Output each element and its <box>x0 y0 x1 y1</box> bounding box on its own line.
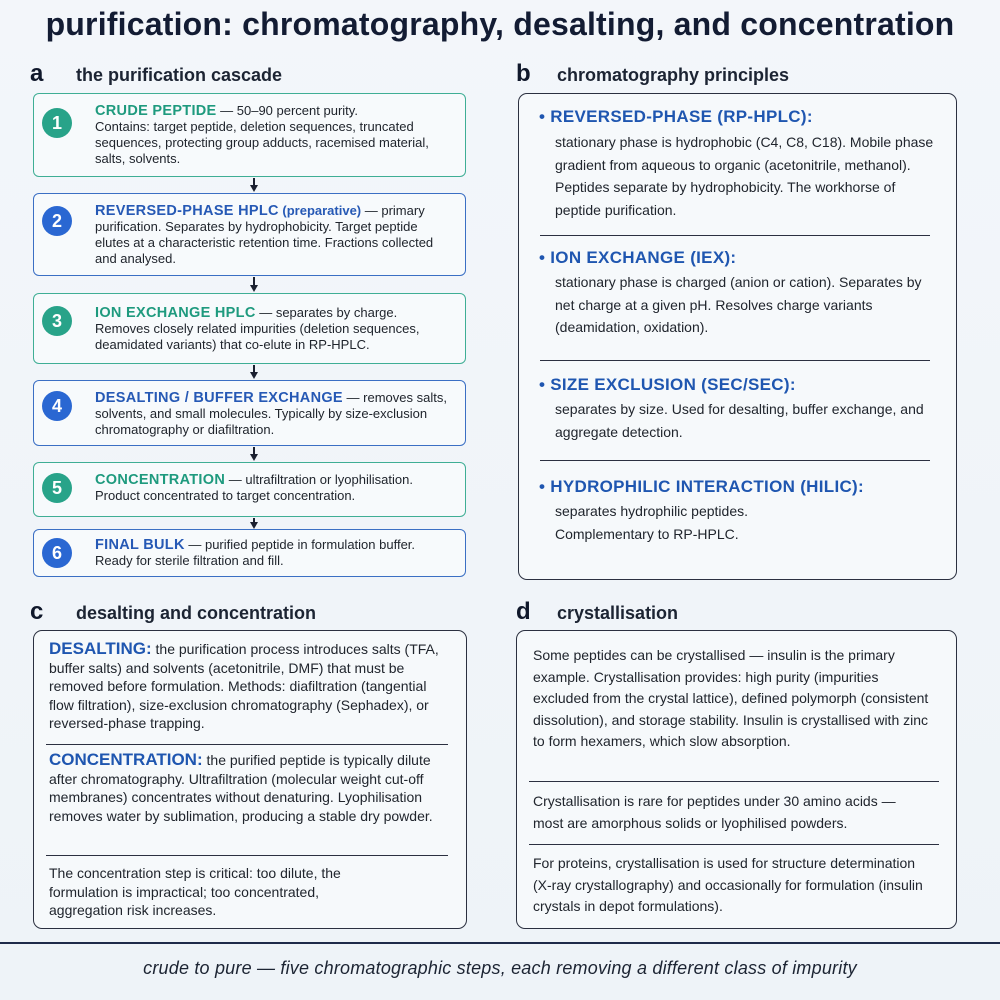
step-5-box <box>33 462 466 517</box>
panel-a-title: the purification cascade <box>76 65 283 85</box>
section-divider <box>46 744 448 745</box>
step-6-box <box>33 529 466 577</box>
section-divider <box>529 781 939 782</box>
desalting-heading: DESALTING: <box>49 639 152 658</box>
panel-b-letter: b <box>516 60 531 87</box>
step-number-badge: 4 <box>42 391 72 421</box>
footer-caption: crude to pure — five chromatographic steps, each removing a different class of impurity <box>143 958 857 978</box>
flow-arrow <box>250 454 258 461</box>
section-body: stationary phase is charged (anion or cation). Separates by net charge at a given pH. Resolves charge variants (deamidation, oxidation). <box>555 274 922 335</box>
desalting-concentration-box <box>33 630 467 929</box>
panel-c-title: desalting and concentration <box>76 603 317 623</box>
step-1-box <box>33 93 466 177</box>
flow-arrow <box>250 522 258 529</box>
section-divider <box>46 855 448 856</box>
step-summary: — ultrafiltration or lyophilisation. Product concentrated to target concentration. <box>95 472 413 503</box>
step-summary: — 50–90 percent purity. <box>216 103 358 118</box>
section-heading: • HYDROPHILIC INTERACTION (HILIC): <box>539 477 864 496</box>
step-4-box <box>33 380 466 446</box>
step-heading: CONCENTRATION <box>95 472 226 488</box>
flow-arrow <box>250 372 258 379</box>
step-body: Contains: target peptide, deletion sequences, truncated sequences, protecting group adducts, racemised material, salts, solvents. <box>95 119 429 166</box>
step-heading: FINAL BULK <box>95 537 185 553</box>
step-summary: — removes salts, solvents, and small molecules. Typically by size-exclusion chromatography or diafiltration. <box>95 390 447 437</box>
panel-b-title: chromatography principles <box>557 65 790 85</box>
step-summary: — primary purification. Separates by hydrophobicity. Target peptide elutes at a characteristic retention time. Fractions collected and analysed. <box>95 203 434 266</box>
section-body: separates hydrophilic peptides. Complementary to RP-HPLC. <box>555 503 749 542</box>
flow-arrow <box>250 185 258 192</box>
panel-a-letter: a <box>30 60 44 87</box>
desalting-body: the purification process introduces salts (TFA, buffer salts) and solvents (acetonitrile, DMF) that must be removed before formulation. Methods: diafiltration (tangential flow filtration), size-exclusion chromatography (Sephadex), or reversed-phase trapping. <box>49 641 439 731</box>
step-heading: CRUDE PEPTIDE <box>95 103 217 119</box>
step-2-box <box>33 193 466 276</box>
section-divider <box>529 844 939 845</box>
section-body: separates by size. Used for desalting, buffer exchange, and aggregate detection. <box>555 401 924 440</box>
step-subheading: (preparative) <box>282 203 362 218</box>
section-heading: • ION EXCHANGE (IEX): <box>539 248 737 267</box>
crystallisation-box <box>516 630 957 929</box>
page-title: purification: chromatography, desalting, and concentration <box>45 6 955 42</box>
footer-divider <box>0 942 1000 944</box>
concentration-body: the purified peptide is typically dilute after chromatography. Ultrafiltration (molecular weight cut-off membranes) concentrates without denaturing. Lyophilisation removes water by sublimation, producing a stable dry powder. <box>49 752 433 824</box>
step-number-badge: 1 <box>42 108 72 138</box>
crystallisation-paragraph-1: Some peptides can be crystallised — insulin is the primary example. Crystallisation provides: high purity (impurities excluded from the crystal lattice), defined polymorph (consistent dissolution), and storage stability. Insulin is crystallised with zinc to form hexamers, which slow absorption. <box>533 647 929 749</box>
concentration-heading: CONCENTRATION: <box>49 750 203 769</box>
step-heading: ION EXCHANGE HPLC <box>95 305 256 321</box>
section-divider <box>540 360 930 361</box>
panel-d-title: crystallisation <box>557 603 679 623</box>
section-body: stationary phase is hydrophobic (C4, C8, C18). Mobile phase gradient from aqueous to organic (acetonitrile, methanol). Peptides separate by hydrophobicity. The workhorse of peptide purification. <box>555 134 934 218</box>
step-summary: — separates by charge. Removes closely related impurities (deletion sequences, deamidated variants) that co-elute in RP-HPLC. <box>95 305 420 352</box>
crystallisation-paragraph-3: For proteins, crystallisation is used for structure determination (X-ray crystallography) and occasionally for formulation (insulin crystals in depot formulations). <box>533 855 923 914</box>
step-summary: — purified peptide in formulation buffer. Ready for sterile filtration and fill. <box>95 537 416 568</box>
step-heading: REVERSED-PHASE HPLC <box>95 203 279 219</box>
flow-arrow <box>250 285 258 292</box>
step-heading: DESALTING / BUFFER EXCHANGE <box>95 390 343 406</box>
step-3-box <box>33 293 466 364</box>
step-number-badge: 3 <box>42 306 72 336</box>
step-number-badge: 2 <box>42 206 72 236</box>
section-divider <box>540 235 930 236</box>
section-divider <box>540 460 930 461</box>
concentration-note: The concentration step is critical: too dilute, the formulation is impractical; too concentrated, aggregation risk increases. <box>49 865 341 918</box>
chromatography-principles-box <box>518 93 957 580</box>
panel-c-letter: c <box>30 598 44 625</box>
step-number-badge: 5 <box>42 473 72 503</box>
panel-d-letter: d <box>516 598 531 625</box>
crystallisation-paragraph-2: Crystallisation is rare for peptides under 30 amino acids — most are amorphous solids or lyophilised powders. <box>533 793 896 831</box>
section-heading: • SIZE EXCLUSION (SEC/SEC): <box>539 375 796 394</box>
step-number-badge: 6 <box>42 538 72 568</box>
section-heading: • REVERSED-PHASE (RP-HPLC): <box>539 107 813 126</box>
